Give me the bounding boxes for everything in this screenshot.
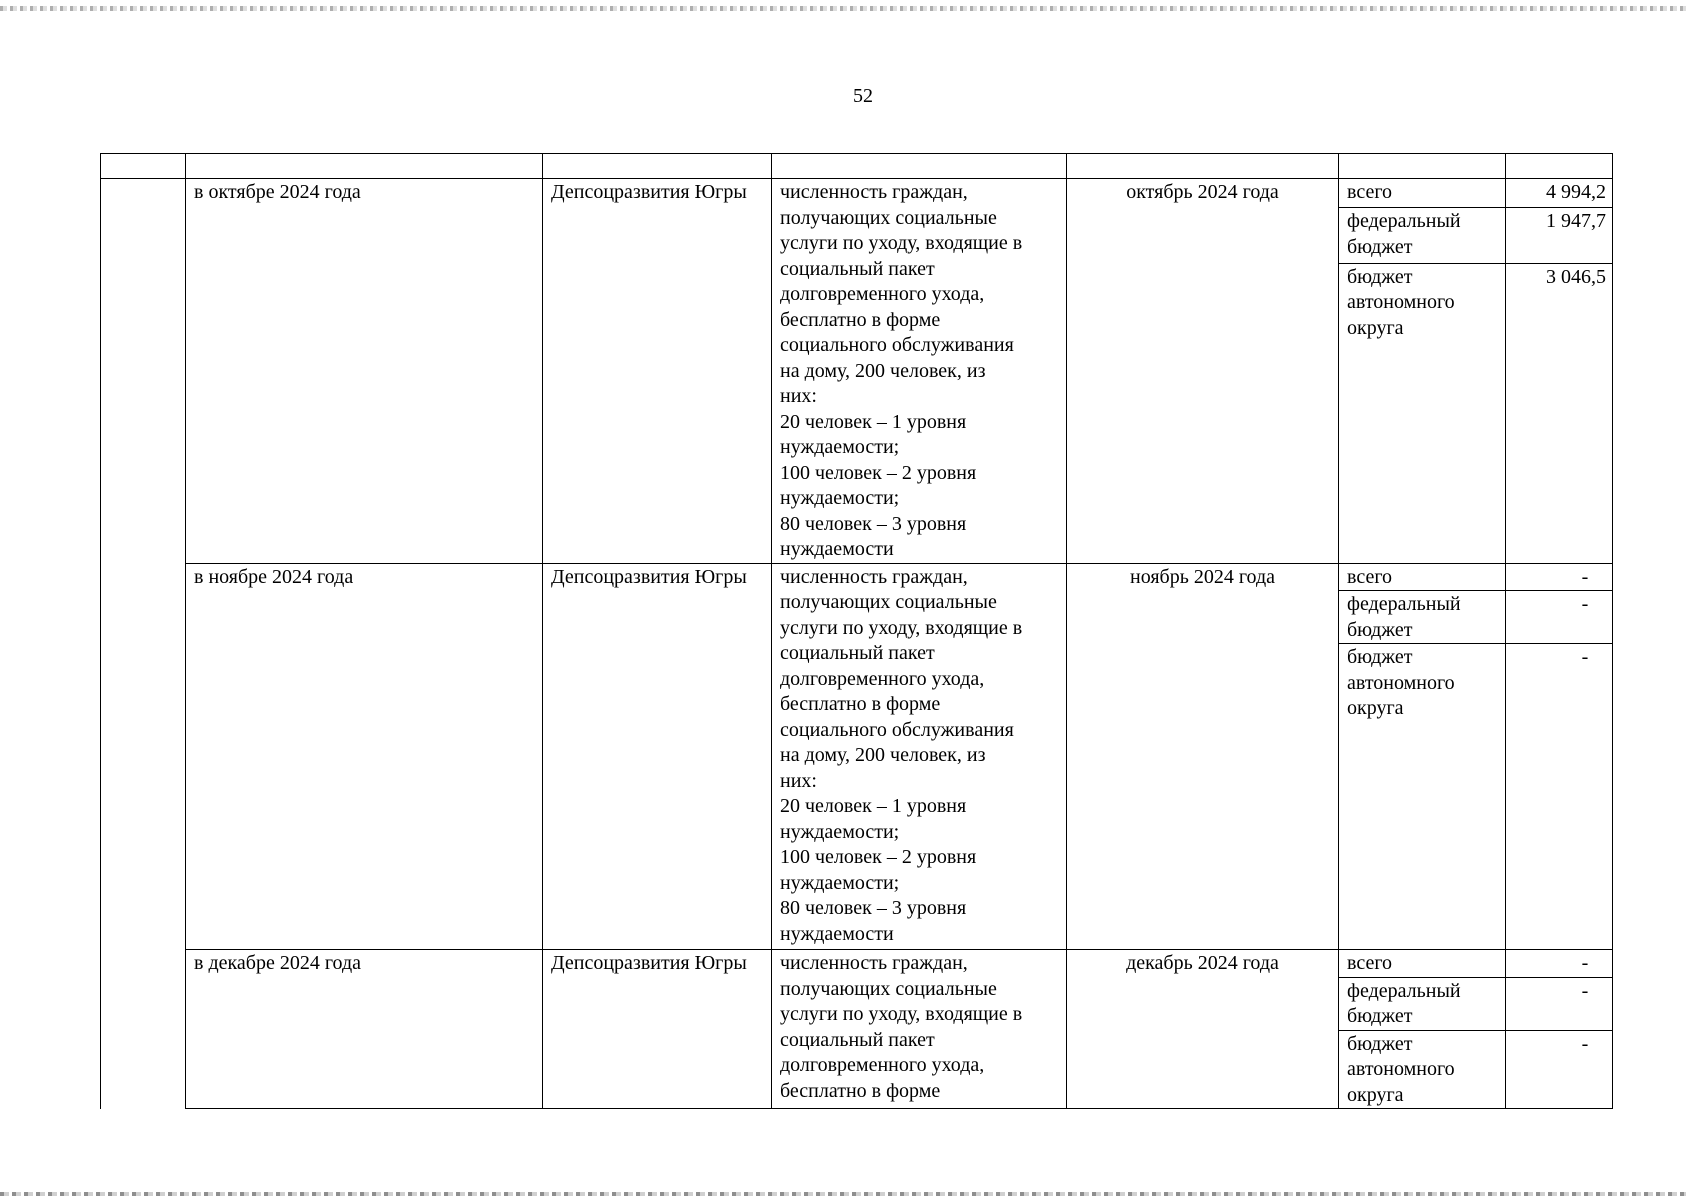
scan-edge-top: [0, 6, 1686, 11]
indicator-line: нуждаемости;: [780, 436, 900, 458]
indicator-line: 80 человек – 3 уровня: [780, 512, 967, 535]
header-cell: [1506, 154, 1613, 179]
page-number: 52: [853, 85, 873, 107]
table-row: [101, 950, 1613, 978]
funding-source-cell: федеральный бюджет: [1339, 208, 1506, 264]
indicator-line: нуждаемости;: [780, 487, 900, 509]
indicator-line: 100 человек – 2 уровня: [780, 846, 977, 868]
indicator-line: долговременного ухода,: [780, 1054, 985, 1076]
indicator-line: численность граждан,: [780, 181, 968, 203]
indicator-line: 20 человек – 1 уровня: [780, 795, 967, 817]
indicator-line: услуги по уходу, входящие в: [780, 616, 1023, 639]
indicator-line: 20 человек – 1 уровня: [780, 410, 967, 433]
table-row: [101, 563, 1613, 591]
period-cell: в октябре 2024 года: [186, 179, 543, 564]
funding-source-cell: бюджет автономного округа: [1339, 644, 1506, 950]
funding-source-cell: бюджет автономного округа: [1339, 1030, 1506, 1109]
indicator-line: численность граждан,: [780, 565, 968, 588]
indicator-line: нуждаемости: [780, 922, 894, 945]
indicator-line: них:: [780, 769, 817, 792]
indicator-cell: [772, 950, 1067, 1109]
indicator-line: на дому, 200 человек, из: [780, 744, 986, 766]
funding-amount-cell: -: [1506, 563, 1613, 591]
margin-cell: [101, 179, 186, 1109]
funding-amount-cell: 4 994,2: [1506, 179, 1613, 208]
indicator-line: социальный пакет: [780, 642, 935, 664]
header-cell: [1067, 154, 1339, 179]
indicator-line: социального обслуживания: [780, 334, 1014, 356]
funding-source-cell: всего: [1339, 950, 1506, 978]
indicator-line: услуги по уходу, входящие в: [780, 232, 1023, 254]
funding-amount-cell: -: [1506, 950, 1613, 978]
agency-cell: Депсоцразвития Югры: [543, 950, 772, 1109]
indicator-cell: [772, 179, 1067, 564]
deadline-cell: октябрь 2024 года: [1067, 179, 1339, 564]
agency-cell: Депсоцразвития Югры: [543, 179, 772, 564]
indicator-line: нуждаемости;: [780, 820, 900, 843]
indicator-line: получающих социальные: [780, 977, 997, 1000]
scan-edge-bottom: [0, 1192, 1686, 1196]
funding-amount-cell: 1 947,7: [1506, 208, 1613, 264]
indicator-line: получающих социальные: [780, 206, 997, 229]
funding-source-cell: бюджет автономного округа: [1339, 263, 1506, 563]
indicator-line: получающих социальные: [780, 591, 997, 613]
indicator-line: долговременного ухода,: [780, 283, 985, 305]
header-cell: [772, 154, 1067, 179]
indicator-line: социальный пакет: [780, 1028, 935, 1051]
funding-amount-cell: -: [1506, 644, 1613, 950]
funding-amount-cell: -: [1506, 1030, 1613, 1109]
header-cell: [543, 154, 772, 179]
indicator-line: 80 человек – 3 уровня: [780, 897, 967, 919]
indicator-line: бесплатно в форме: [780, 308, 941, 331]
indicator-line: услуги по уходу, входящие в: [780, 1003, 1023, 1025]
header-cell: [186, 154, 543, 179]
indicator-line: них:: [780, 385, 817, 407]
funding-source-cell: федеральный бюджет: [1339, 977, 1506, 1030]
indicator-line: бесплатно в форме: [780, 693, 941, 715]
indicator-line: на дому, 200 человек, из: [780, 359, 986, 382]
header-cell: [1339, 154, 1506, 179]
funding-amount-cell: 3 046,5: [1506, 263, 1613, 563]
indicator-line: 100 человек – 2 уровня: [780, 461, 977, 484]
funding-amount-cell: -: [1506, 591, 1613, 644]
agency-cell: Депсоцразвития Югры: [543, 563, 772, 950]
indicator-line: бесплатно в форме: [780, 1079, 941, 1102]
period-cell: в декабре 2024 года: [186, 950, 543, 1109]
funding-source-cell: всего: [1339, 563, 1506, 591]
funding-source-cell: федеральный бюджет: [1339, 591, 1506, 644]
indicator-cell: [772, 563, 1067, 950]
indicator-line: нуждаемости;: [780, 871, 900, 894]
funding-source-cell: всего: [1339, 179, 1506, 208]
period-cell: в ноябре 2024 года: [186, 563, 543, 950]
indicator-line: социальный пакет: [780, 257, 935, 280]
deadline-cell: ноябрь 2024 года: [1067, 563, 1339, 950]
indicator-line: численность граждан,: [780, 952, 968, 974]
funding-amount-cell: -: [1506, 977, 1613, 1030]
plan-table: [100, 153, 1613, 1109]
header-strip-row: [101, 154, 1613, 179]
indicator-line: нуждаемости: [780, 538, 894, 560]
margin-cell: [101, 154, 186, 179]
table-row: [101, 179, 1613, 208]
indicator-line: долговременного ухода,: [780, 667, 985, 690]
indicator-line: социального обслуживания: [780, 718, 1014, 741]
deadline-cell: декабрь 2024 года: [1067, 950, 1339, 1109]
